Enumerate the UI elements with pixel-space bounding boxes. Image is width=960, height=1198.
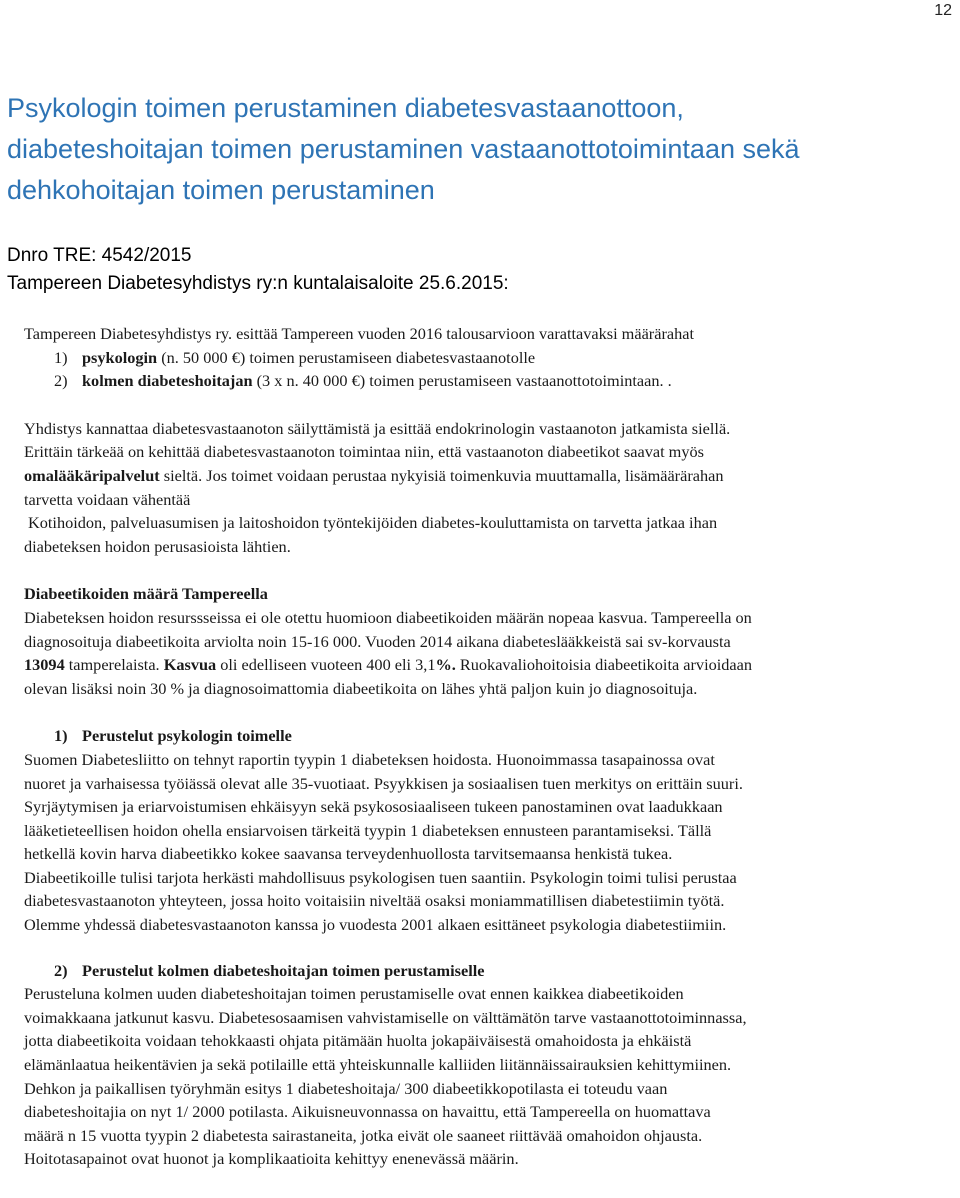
para-line: diabetesvastaanoton yhteyteen, jossa hoito voitaisiin niveltää osaksi moniammatillisen diabetestiimin työtä. [24,891,725,911]
para-line: tarvetta voidaan vähentää [24,489,191,509]
section-heading-psychologist: 1) Perustelut psykologin toimelle [54,726,292,746]
page-number: 12 [934,2,952,19]
para-line: Hoitotasapainot ovat huonot ja komplikaatioita kehittyy enenevässä määrin. [24,1149,519,1169]
para-line: nuoret ja varhaisessa työiässä olevat alle 35-vuotiaat. Psyykkisen ja sosiaalisen tuen merkitys on erittäin suuri. [24,773,743,793]
para-line: Kotihoidon, palveluasumisen ja laitoshoidon työntekijöiden diabetes-kouluttamista on tarvetta jatkaa ihan [28,513,718,533]
para-line: Olemme yhdessä diabetesvastaanoton kanssa jo vuodesta 2001 alkaen esittäneet psykologia diabetestiimiin. [24,915,727,935]
para-line: diagnosoituja diabeetikoita arviolta noin 15-16 000. Vuoden 2014 aikana diabeteslääkkeistä sai sv-korvausta [24,631,731,651]
section-heading-nurses: 2) Perustelut kolmen diabeteshoitajan toimen perustamiselle [54,960,485,980]
title-line: Psykologin toimen perustaminen diabetesvastaanottoon, [7,93,684,123]
intro-item-nurses: 2) kolmen diabeteshoitajan (3 x n. 40 000 €) toimen perustamiseen vastaanottotoimintaan. . [54,371,672,391]
para-line: hetkellä kovin harva diabeetikko kokee saavansa terveydenhuollosta tarvitsemaansa henkistä tukea. [24,844,673,864]
para-line: lääketieteellisen hoidon ohella ensiarvoisen tärkeitä tyypin 1 diabeteksen ennusteen parantamiseksi. Tällä [24,820,712,840]
para-line: Erittäin tärkeää on kehittää diabetesvastaanoton toimintaa niin, että vastaanoton diabeetikot saavat myös [24,442,704,462]
para-line: Diabeteksen hoidon resurssseissa ei ole otettu huomioon diabeetikoiden määrän nopeaa kasvua. Tampereella on [24,607,752,627]
intro-item-psychologist: 1) psykologin (n. 50 000 €) toimen perustamiseen diabetesvastaanotolle [54,347,536,367]
intro-lead: Tampereen Diabetesyhdistys ry. esittää Tampereen vuoden 2016 talousarvioon varattavaksi määrärahat [24,324,694,343]
para-line: olevan lisäksi noin 30 % ja diagnosoimattomia diabeetikoita on lähes yhtä paljon kuin jo diagnosoituja. [24,678,698,698]
para-line: Yhdistys kannattaa diabetesvastaanoton säilyttämistä ja esittää endokrinologin vastaanoton jatkamista siellä. [24,418,731,438]
section-heading-count: Diabeetikoiden määrä Tampereella [24,584,268,604]
para-line: omalääkäripalvelut sieltä. Jos toimet voidaan perustaa nykyisiä toimenkuvia muuttamalla, lisämäärärahan [24,465,724,485]
para-line: 13094 tamperelaista. Kasvua oli edelliseen vuoteen 400 eli 3,1%. Ruokavaliohoitoisia diabeetikoita arvioidaan [24,655,752,675]
para-line: voimakkaana jatkunut kasvu. Diabetesosaamisen vahvistamiselle on välttämätön tarve vastaanottotoiminnassa, [24,1007,747,1027]
para-line: Perusteluna kolmen uuden diabeteshoitajan toimen perustamiselle ovat ennen kaikkea diabeetikoiden [24,984,684,1004]
para-line: Diabeetikoille tulisi tarjota herkästi mahdollisuus psykologisen tuen saantiin. Psykologin toimi tulisi perustaa [24,867,737,887]
initiative-line: Tampereen Diabetesyhdistys ry:n kuntalaisaloite 25.6.2015: [7,273,509,294]
para-line: diabeteksen hoidon perusasioista lähtien. [24,536,291,556]
para-line: Suomen Diabetesliitto on tehnyt raportin tyypin 1 diabeteksen hoidosta. Huonoimmassa tasapainossa ovat [24,749,715,769]
title-line: diabeteshoitajan toimen perustaminen vastaanottotoimintaan sekä [7,134,800,164]
para-line: elämänlaatua heikentävien ja sekä potilaille että yhteiskunnalle kalliiden liitännäissairauksien kehittymiinen. [24,1055,732,1075]
title-line: dehkohoitajan toimen perustaminen [7,175,435,205]
para-line: diabeteshoitajia on nyt 1/ 2000 potilasta. Aikuisneuvonnassa on havaittu, että Tampereella on huomattava [24,1102,711,1122]
para-line: Syrjäytymisen ja eriarvoistumisen ehkäisyyn sekä psykososiaaliseen tukeen panostaminen ovat laadukkaan [24,797,723,817]
para-line: määrä n 15 vuotta tyypin 2 diabetesta sairastaneita, jotka eivät ole saaneet riittävää omahoidon ohjausta. [24,1125,703,1145]
para-line: Dehkon ja paikallisen työryhmän esitys 1 diabeteshoitaja/ 300 diabeetikkopotilasta ei toteudu vaan [24,1078,668,1098]
page-title [7,88,952,211]
scanned-letter [24,322,954,1171]
para-line: jotta diabeetikoita voidaan tehokkaasti ohjata pitämään huolta jokapäiväisestä omahoidosta ja ehkäistä [24,1031,692,1051]
document-meta [7,242,509,298]
dnro-line: Dnro TRE: 4542/2015 [7,245,192,266]
